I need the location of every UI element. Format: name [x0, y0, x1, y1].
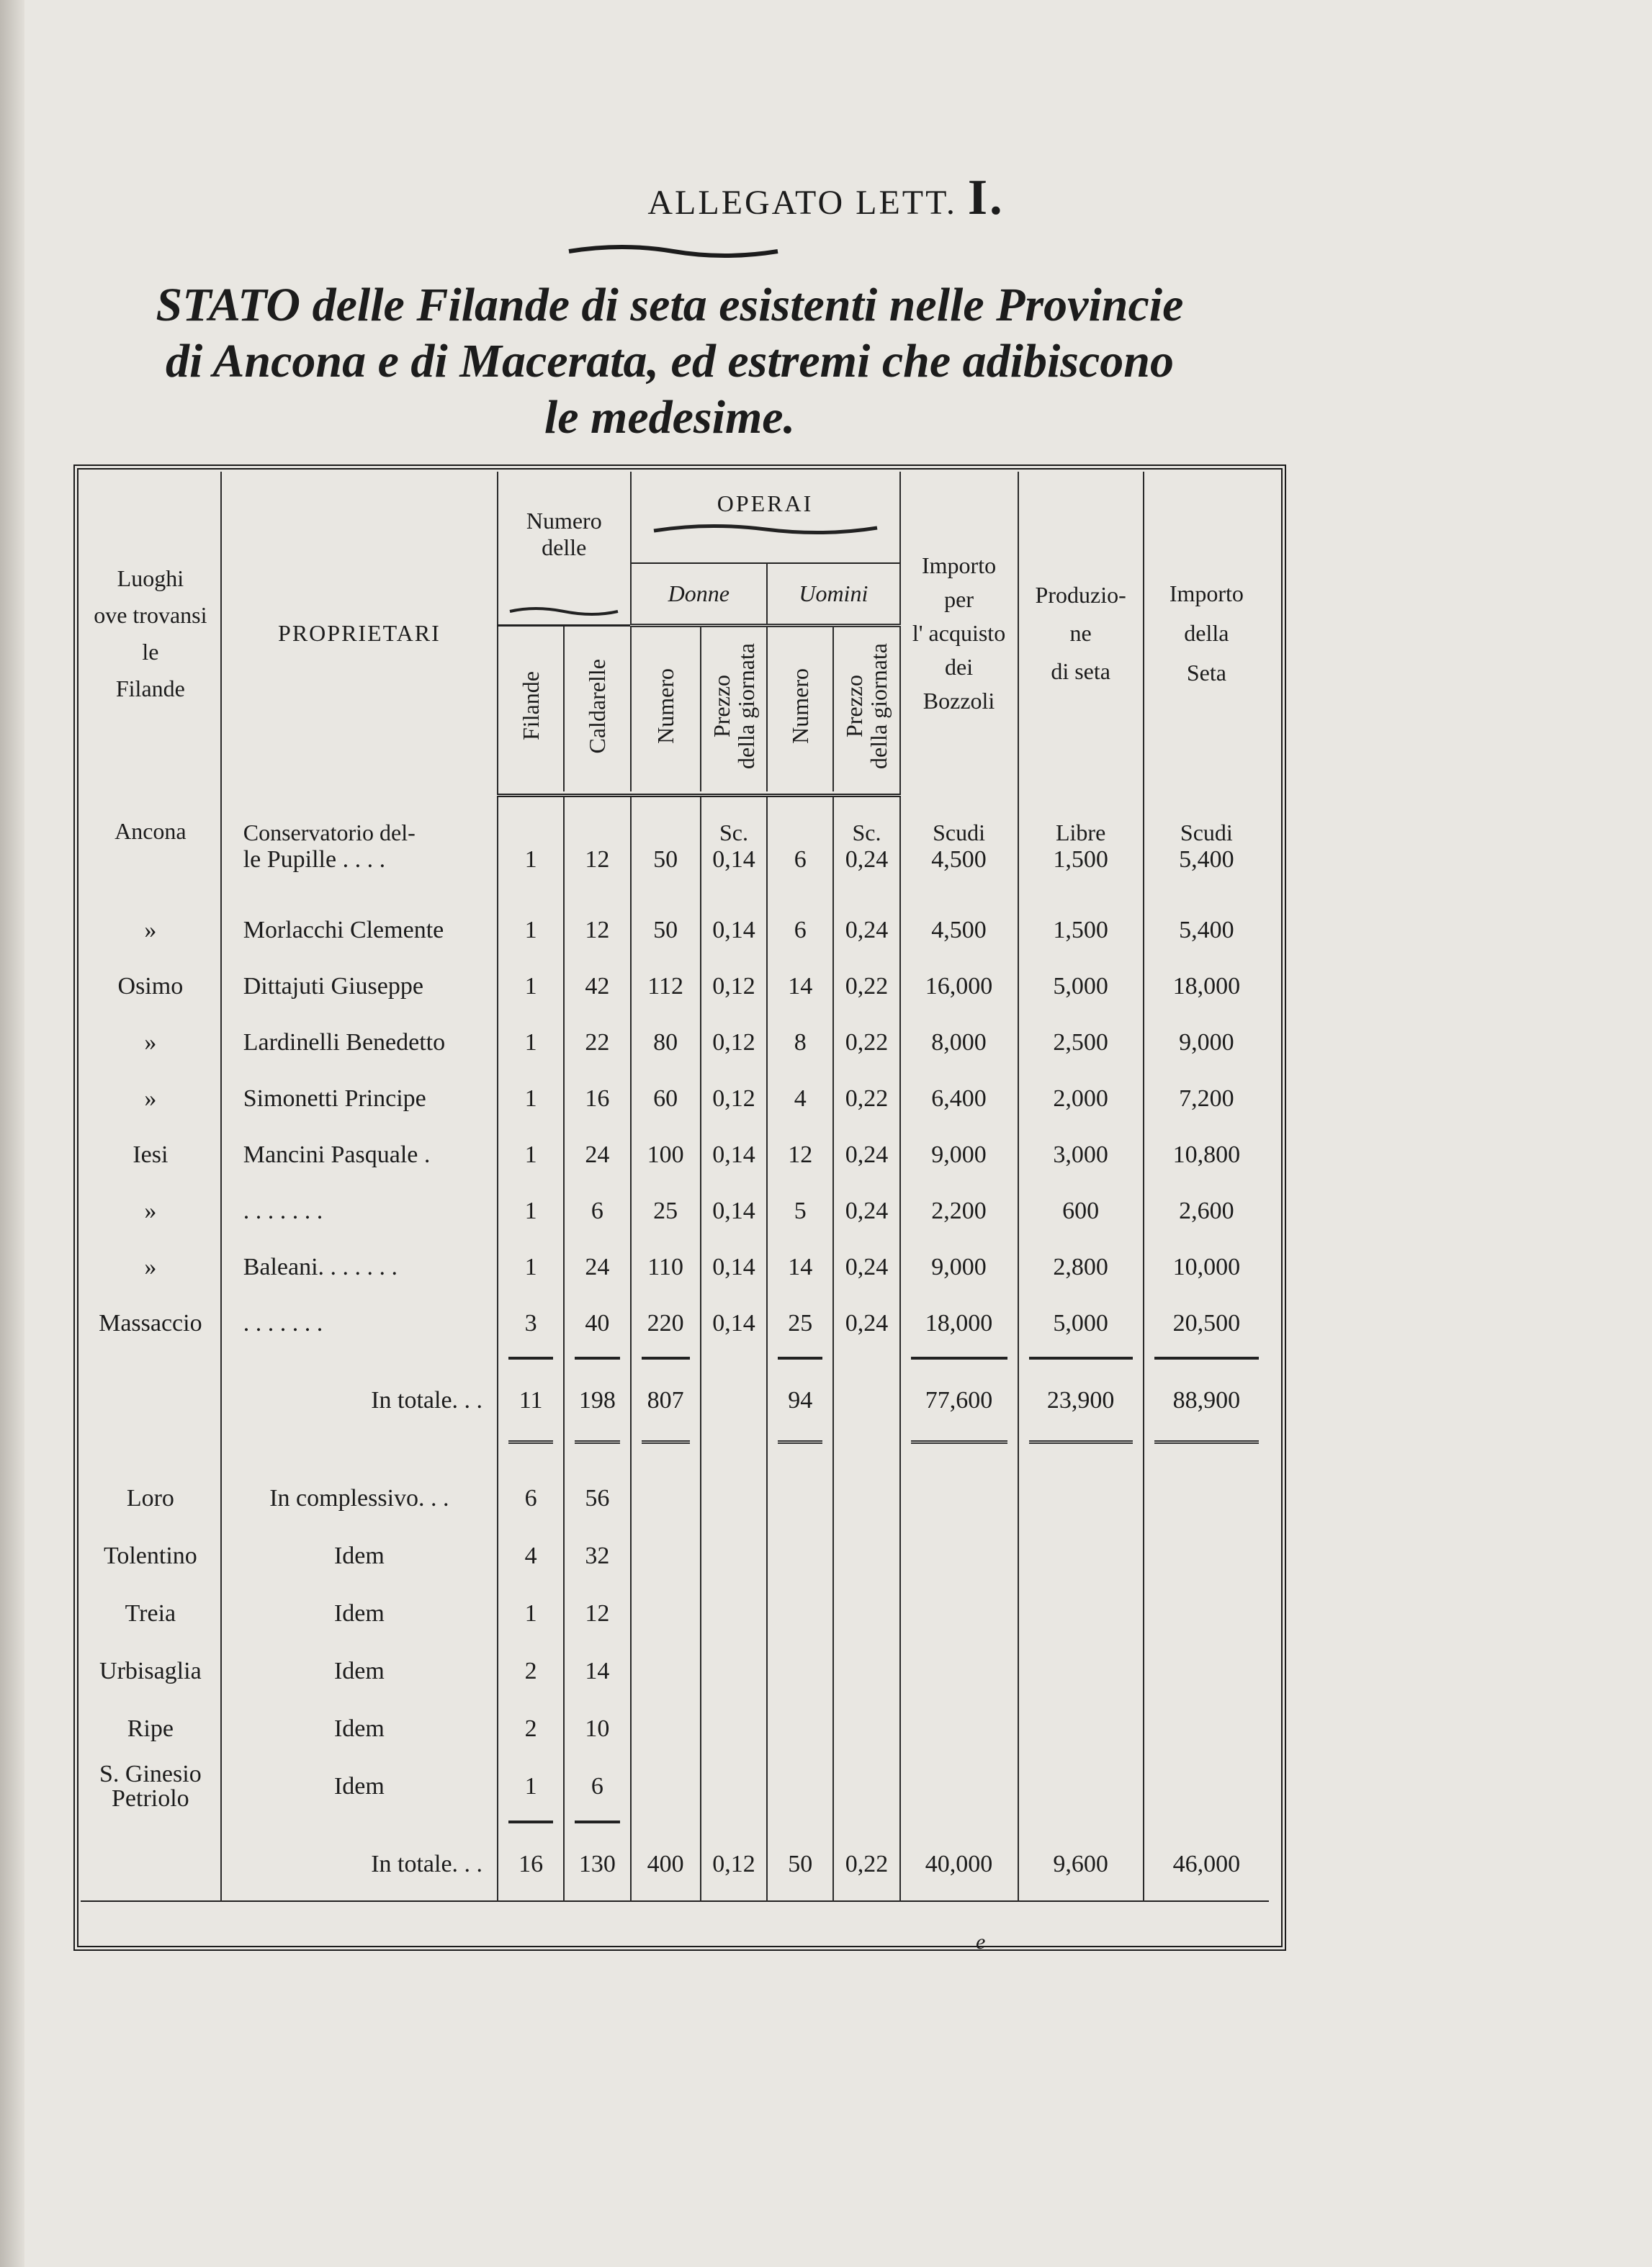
seta-cell: 7,200	[1144, 1071, 1269, 1127]
col-header-uomini-numero: Numero	[767, 626, 833, 791]
caldarelle-cell: 24	[564, 1127, 630, 1183]
table-row	[81, 1643, 1269, 1700]
owner-cell: Idem	[221, 1758, 498, 1815]
title-line-2: di Ancona e di Macerata, ed estremi che adibiscono	[166, 335, 1174, 387]
total-seta: 46,000	[1144, 1828, 1269, 1901]
col-header-importo-acquisto: Importo per l' acquisto dei Bozzoli	[900, 472, 1018, 796]
owner-cell: Idem	[221, 1700, 498, 1758]
importo-cell: 8,000	[900, 1015, 1018, 1071]
allegato-letter: I.	[967, 170, 1005, 225]
total-filande: 11	[498, 1365, 564, 1437]
produzione-cell: 2,500	[1018, 1015, 1144, 1071]
place-cell: Loro	[81, 1470, 221, 1527]
caldarelle-cell: 12	[564, 1585, 630, 1643]
donne-prezzo-cell: 0,14	[701, 1183, 767, 1239]
owner-cell: Morlacchi Clemente	[221, 902, 498, 959]
uomini-prezzo-cell: 0,24	[833, 902, 899, 959]
uomini-numero-cell: 12	[767, 1127, 833, 1183]
owner-cell: Conservatorio del-	[221, 796, 498, 846]
caldarelle-cell: 6	[564, 1758, 630, 1815]
caldarelle-cell: 14	[564, 1643, 630, 1700]
table-row	[81, 1470, 1269, 1527]
total-importo: 77,600	[900, 1365, 1018, 1437]
filande-cell: 1	[498, 1585, 564, 1643]
owner-cell: Idem	[221, 1527, 498, 1585]
importo-cell: 4,500	[900, 846, 1018, 902]
owner-cell: Dittajuti Giuseppe	[221, 959, 498, 1015]
filande-cell: 1	[498, 959, 564, 1015]
unit-importo-acquisto: Scudi	[900, 796, 1018, 846]
filande-table	[81, 472, 1269, 1902]
importo-cell: 6,400	[900, 1071, 1018, 1127]
donne-numero-cell: 50	[631, 846, 701, 902]
col-header-donne: Donne	[631, 563, 768, 626]
uomini-prezzo-cell: 0,24	[833, 846, 899, 902]
uomini-numero-cell: 4	[767, 1071, 833, 1127]
table-row	[81, 1700, 1269, 1758]
uomini-numero-cell: 8	[767, 1015, 833, 1071]
total-caldarelle: 130	[564, 1828, 630, 1901]
col-header-uomini: Uomini	[767, 563, 899, 626]
col-header-proprietari: PROPRIETARI	[221, 472, 498, 796]
seta-cell: 10,000	[1144, 1239, 1269, 1296]
brace-icon	[650, 521, 881, 538]
uomini-prezzo-cell: 0,22	[833, 1015, 899, 1071]
place-cell: Ripe	[81, 1700, 221, 1758]
owner-cell: Idem	[221, 1585, 498, 1643]
importo-cell: 16,000	[900, 959, 1018, 1015]
caldarelle-cell: 40	[564, 1296, 630, 1352]
produzione-cell: 5,000	[1018, 959, 1144, 1015]
produzione-cell: 5,000	[1018, 1296, 1144, 1352]
donne-numero-cell: 60	[631, 1071, 701, 1127]
produzione-cell: 2,800	[1018, 1239, 1144, 1296]
total-donne-numero: 807	[631, 1365, 701, 1437]
total-donne-numero: 400	[631, 1828, 701, 1901]
donne-numero-cell: 112	[631, 959, 701, 1015]
produzione-cell: 3,000	[1018, 1127, 1144, 1183]
owner-cell: Mancini Pasquale .	[221, 1127, 498, 1183]
unit-produzione: Libre	[1018, 796, 1144, 846]
ornamental-swash	[565, 241, 781, 261]
filande-cell: 1	[498, 1015, 564, 1071]
uomini-prezzo-cell: 0,24	[833, 1183, 899, 1239]
place-cell: Tolentino	[81, 1527, 221, 1585]
donne-numero-cell: 25	[631, 1183, 701, 1239]
seta-cell: 9,000	[1144, 1015, 1269, 1071]
total-produzione: 23,900	[1018, 1365, 1144, 1437]
table-row	[81, 1127, 1269, 1183]
owner-cell: Simonetti Principe	[221, 1071, 498, 1127]
uomini-prezzo-cell: 0,24	[833, 1296, 899, 1352]
title-line-1: STATO delle Filande di seta esistenti nelle Provincie	[156, 279, 1184, 331]
seta-cell: 10,800	[1144, 1127, 1269, 1183]
unit-uomini-prezzo: Sc.	[833, 796, 899, 846]
page-signature: e	[976, 1930, 986, 1954]
unit-importo-seta: Scudi	[1144, 796, 1269, 846]
donne-prezzo-cell: 0,12	[701, 1071, 767, 1127]
place-cell: Iesi	[81, 1127, 221, 1183]
produzione-cell: 1,500	[1018, 846, 1144, 902]
place-cell: Treia	[81, 1585, 221, 1643]
donne-prezzo-cell: 0,14	[701, 1127, 767, 1183]
donne-numero-cell: 110	[631, 1239, 701, 1296]
filande-cell: 1	[498, 846, 564, 902]
filande-cell: 3	[498, 1296, 564, 1352]
place-cell: »	[81, 902, 221, 959]
total-label: In totale. . .	[221, 1828, 498, 1901]
caldarelle-cell: 42	[564, 959, 630, 1015]
double-rule-row	[81, 1437, 1269, 1448]
total-produzione: 9,600	[1018, 1828, 1144, 1901]
units-row	[81, 796, 1269, 846]
uomini-prezzo-cell: 0,22	[833, 1071, 899, 1127]
produzione-cell: 2,000	[1018, 1071, 1144, 1127]
uomini-numero-cell: 6	[767, 846, 833, 902]
seta-cell: 20,500	[1144, 1296, 1269, 1352]
filande-cell: 1	[498, 1127, 564, 1183]
donne-numero-cell: 50	[631, 902, 701, 959]
sum-rule-row	[81, 1352, 1269, 1365]
produzione-cell: 600	[1018, 1183, 1144, 1239]
table-row	[81, 959, 1269, 1015]
filande-cell: 1	[498, 1183, 564, 1239]
col-header-importo-seta: Importo della Seta	[1144, 472, 1269, 796]
place-cell: »	[81, 1183, 221, 1239]
filande-cell: 1	[498, 902, 564, 959]
filande-cell: 1	[498, 1071, 564, 1127]
table-row	[81, 1296, 1269, 1352]
allegato-label: ALLEGATO LETT.	[647, 184, 957, 222]
caldarelle-cell: 12	[564, 902, 630, 959]
table-row	[81, 1527, 1269, 1585]
owner-cell: le Pupille . . . .	[221, 846, 498, 902]
col-header-donne-prezzo: Prezzo della giornata	[701, 626, 767, 791]
seta-cell: 2,600	[1144, 1183, 1269, 1239]
table-row	[81, 1239, 1269, 1296]
place-cell: Osimo	[81, 959, 221, 1015]
table-row	[81, 902, 1269, 959]
importo-cell: 9,000	[900, 1127, 1018, 1183]
donne-numero-cell: 220	[631, 1296, 701, 1352]
uomini-prezzo-cell: 0,24	[833, 1239, 899, 1296]
importo-cell: 2,200	[900, 1183, 1018, 1239]
table-row	[81, 1071, 1269, 1127]
filande-cell: 2	[498, 1700, 564, 1758]
seta-cell: 5,400	[1144, 902, 1269, 959]
page-edge-shadow	[0, 0, 24, 2267]
uomini-numero-cell: 14	[767, 1239, 833, 1296]
donne-prezzo-cell: 0,12	[701, 959, 767, 1015]
place-cell: »	[81, 1071, 221, 1127]
seta-cell: 5,400	[1144, 846, 1269, 902]
caldarelle-cell: 24	[564, 1239, 630, 1296]
filande-cell: 2	[498, 1643, 564, 1700]
donne-numero-cell: 80	[631, 1015, 701, 1071]
title-line-3: le medesime.	[544, 391, 796, 444]
uomini-numero-cell: 25	[767, 1296, 833, 1352]
col-header-luoghi: Luoghi ove trovansi le Filande	[81, 472, 221, 796]
donne-prezzo-cell: 0,14	[701, 902, 767, 959]
table-row	[81, 846, 1269, 902]
brace-icon	[506, 604, 621, 619]
seta-cell: 18,000	[1144, 959, 1269, 1015]
uomini-numero-cell: 6	[767, 902, 833, 959]
col-header-filande: Filande	[498, 626, 564, 791]
total-row-ancona	[81, 1365, 1269, 1437]
owner-cell: Lardinelli Benedetto	[221, 1015, 498, 1071]
caldarelle-cell: 22	[564, 1015, 630, 1071]
caldarelle-cell: 10	[564, 1700, 630, 1758]
owner-cell: . . . . . . .	[221, 1296, 498, 1352]
place-cell: Urbisaglia	[81, 1643, 221, 1700]
col-header-caldarelle: Caldarelle	[564, 626, 630, 791]
owner-cell: . . . . . . .	[221, 1183, 498, 1239]
donne-prezzo-cell: 0,12	[701, 1015, 767, 1071]
table-row	[81, 1015, 1269, 1071]
importo-cell: 4,500	[900, 902, 1018, 959]
caldarelle-cell: 16	[564, 1071, 630, 1127]
importo-cell: 9,000	[900, 1239, 1018, 1296]
uomini-prezzo-cell: 0,22	[833, 959, 899, 1015]
document-title	[72, 277, 1267, 446]
filande-cell: 4	[498, 1527, 564, 1585]
uomini-numero-cell: 5	[767, 1183, 833, 1239]
place-cell: S. Ginesio Petriolo	[81, 1758, 221, 1815]
place-cell: Massaccio	[81, 1296, 221, 1352]
unit-donne-prezzo: Sc.	[701, 796, 767, 846]
col-header-produzione: Produzio- ne di seta	[1018, 472, 1144, 796]
total-label: In totale. . .	[221, 1365, 498, 1437]
table-row	[81, 1758, 1269, 1815]
total-uomini-numero: 50	[767, 1828, 833, 1901]
total-seta: 88,900	[1144, 1365, 1269, 1437]
place-cell: »	[81, 1239, 221, 1296]
caldarelle-cell: 12	[564, 846, 630, 902]
place-cell: »	[81, 1015, 221, 1071]
caldarelle-cell: 56	[564, 1470, 630, 1527]
total-donne-prezzo: 0,12	[701, 1828, 767, 1901]
place-cell: Ancona	[81, 796, 221, 846]
donne-prezzo-cell: 0,14	[701, 1239, 767, 1296]
allegato-header	[0, 169, 1652, 227]
uomini-prezzo-cell: 0,24	[833, 1127, 899, 1183]
sum-rule-row	[81, 1815, 1269, 1828]
uomini-numero-cell: 14	[767, 959, 833, 1015]
donne-prezzo-cell: 0,14	[701, 846, 767, 902]
filande-cell: 6	[498, 1470, 564, 1527]
caldarelle-cell: 32	[564, 1527, 630, 1585]
total-uomini-numero: 94	[767, 1365, 833, 1437]
col-header-uomini-prezzo: Prezzo della giornata	[833, 626, 899, 791]
total-caldarelle: 198	[564, 1365, 630, 1437]
total-importo: 40,000	[900, 1828, 1018, 1901]
produzione-cell: 1,500	[1018, 902, 1144, 959]
total-row-macerata	[81, 1828, 1269, 1901]
table-row	[81, 1183, 1269, 1239]
total-uomini-prezzo: 0,22	[833, 1828, 899, 1901]
col-header-donne-numero: Numero	[631, 626, 701, 791]
table-row	[81, 1585, 1269, 1643]
owner-cell: Idem	[221, 1643, 498, 1700]
filande-cell: 1	[498, 1758, 564, 1815]
col-header-operai: OPERAI	[631, 472, 900, 563]
col-header-numero-delle: Numero delle	[498, 472, 630, 626]
total-filande: 16	[498, 1828, 564, 1901]
donne-numero-cell: 100	[631, 1127, 701, 1183]
filande-cell: 1	[498, 1239, 564, 1296]
donne-prezzo-cell: 0,14	[701, 1296, 767, 1352]
caldarelle-cell: 6	[564, 1183, 630, 1239]
owner-cell: In complessivo. . .	[221, 1470, 498, 1527]
importo-cell: 18,000	[900, 1296, 1018, 1352]
owner-cell: Baleani. . . . . . .	[221, 1239, 498, 1296]
